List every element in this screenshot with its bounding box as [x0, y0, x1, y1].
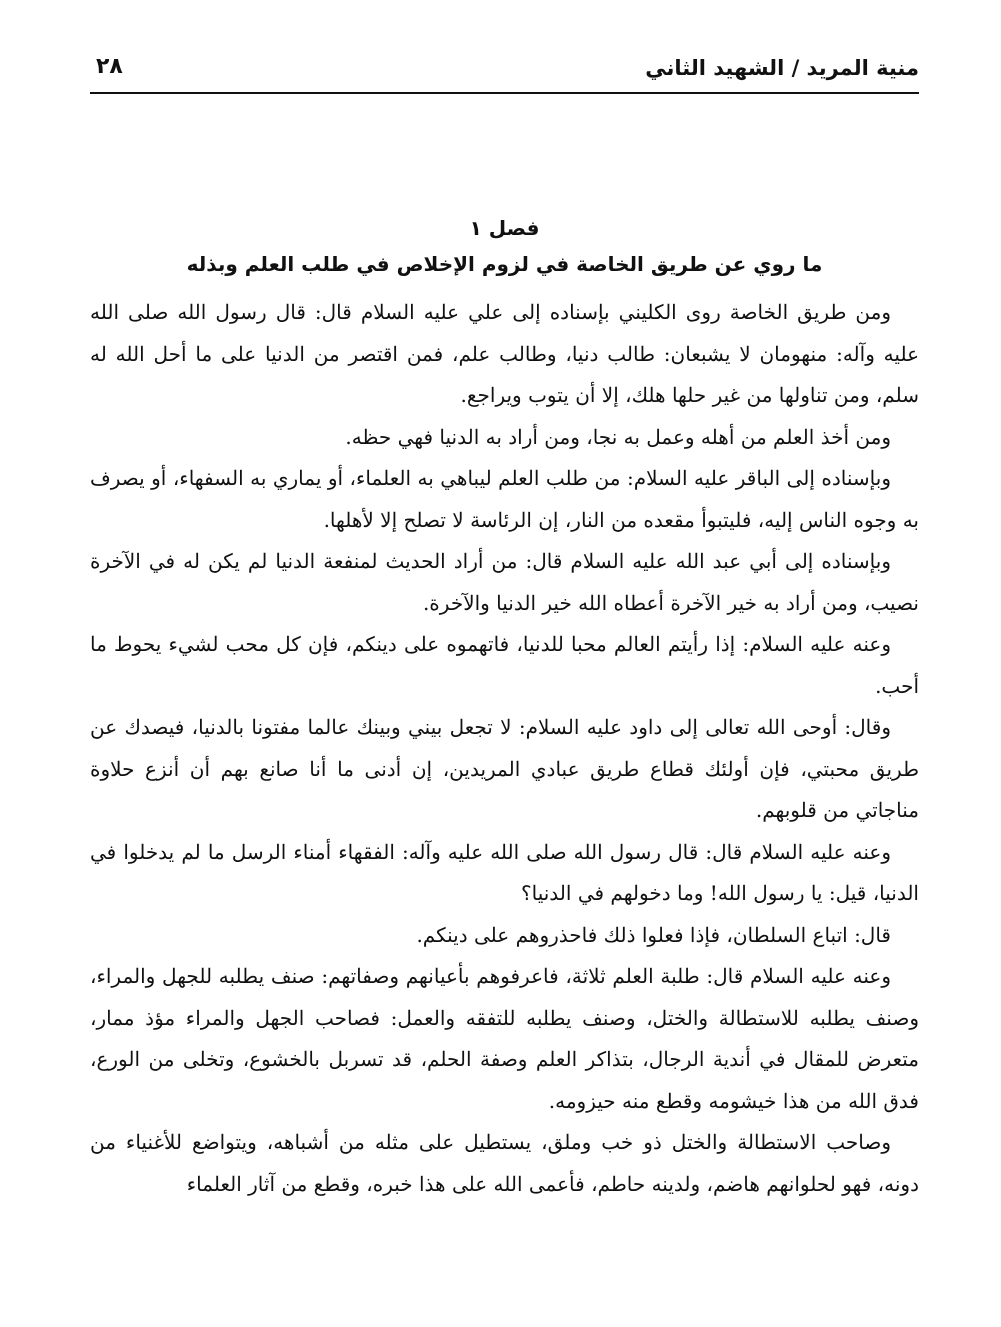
- paragraph: وعنه عليه السلام قال: طلبة العلم ثلاثة، فاعرفوهم بأعيانهم وصفاتهم: صنف يطلبه للجهل والمراء، وصنف يطلبه للاستطالة والختل، وصنف يطلبه للتفقه والعمل: فصاحب الجهل والمراء مؤذ ممار، متعرض للمقال في أندية الرجال، بتذاكر العلم وصفة الحلم، قد تسربل بالخشوع، وتخلى من الورع، فدق الله من هذا خيشومه وقطع منه حيزومه.: [90, 964, 919, 1113]
- paragraph: وصاحب الاستطالة والختل ذو خب وملق، يستطيل على مثله من أشباهه، ويتواضع للأغنياء من دونه، فهو لحلوانهم هاضم، ولدينه حاطم، فأعمى الله على هذا خبره، وقطع من آثار العلماء: [90, 1130, 919, 1196]
- paragraph: ومن طريق الخاصة روى الكليني بإسناده إلى علي عليه السلام قال: قال رسول الله صلى الله عليه وآله: منهومان لا يشبعان: طالب دنيا، وطالب علم، فمن اقتصر من الدنيا على ما أحل الله له سلم، ومن تناولها من غير حلها هلك، إلا أن يتوب ويراجع.: [90, 300, 919, 407]
- paragraph: وعنه عليه السلام قال: قال رسول الله صلى الله عليه وآله: الفقهاء أمناء الرسل ما لم يدخلوا في الدنيا، قيل: يا رسول الله! وما دخولهم في الدنيا؟: [90, 839, 919, 905]
- page-header: [90, 50, 919, 94]
- section-heading: [90, 210, 919, 282]
- paragraph: قال: اتباع السلطان، فإذا فعلوا ذلك فاحذروهم على دينكم.: [416, 922, 891, 947]
- page-number: ٢٨: [96, 54, 123, 79]
- paragraph: وبإسناده إلى الباقر عليه السلام: من طلب العلم ليباهي به العلماء، أو يماري به السفهاء، أو يصرف به وجوه الناس إليه، فليتبوأ مقعده من النار، إن الرئاسة لا تصلح إلا لأهلها.: [90, 466, 919, 532]
- header-rule: [90, 92, 919, 94]
- section-subtitle: ما روي عن طريق الخاصة في لزوم الإخلاص في طلب العلم وبذله: [186, 252, 823, 276]
- body-text: [90, 292, 919, 1205]
- paragraph: وعنه عليه السلام: إذا رأيتم العالم محبا للدنيا، فاتهموه على دينكم، فإن كل محب لشيء يحوط ما أحب.: [90, 632, 919, 698]
- paragraph: ومن أخذ العلم من أهله وعمل به نجا، ومن أراد به الدنيا فهي حظه.: [345, 424, 891, 449]
- paragraph: وقال: أوحى الله تعالى إلى داود عليه السلام: لا تجعل بيني وبينك عالما مفتونا بالدنيا، فيصدك عن طريق محبتي، فإن أولئك قطاع طريق عبادي المريدين، إن أدنى ما أنا صانع بهم أن أنزع حلاوة مناجاتي من قلوبهم.: [90, 715, 919, 822]
- section-title: فصل ١: [469, 216, 540, 240]
- running-title: منية المريد / الشهيد الثاني: [645, 56, 919, 80]
- paragraph: وبإسناده إلى أبي عبد الله عليه السلام قال: من أراد الحديث لمنفعة الدنيا لم يكن له في الآخرة نصيب، ومن أراد به خير الآخرة أعطاه الله خير الدنيا والآخرة.: [90, 549, 919, 615]
